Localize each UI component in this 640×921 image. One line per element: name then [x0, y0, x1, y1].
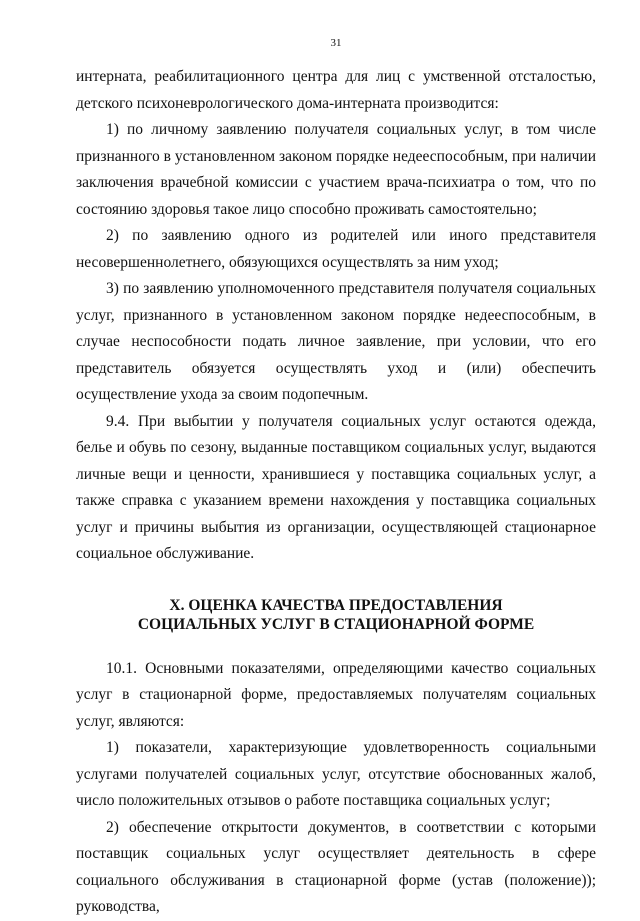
section-heading [76, 596, 596, 634]
page-number: 31 [330, 37, 342, 49]
paragraph-10-1-item-2: 2) обеспечение открытости документов, в соответствии с которыми поставщик социальных услуг осуществляет деятельность в сфере социального обслуживания в стационарной форме (устав (положение)); руководства, [76, 818, 596, 915]
paragraph-9-4: 9.4. При выбытии у получателя социальных услуг остаются одежда, белье и обувь по сезону, выданные поставщиком социальных услуг, выдаются личные вещи и ценности, хранившиеся у поставщика социальных услуг, а также справка с указанием времени нахождения у поставщика социальных услуг и причины выбытия из организации, осуществляющей стационарное социальное обслуживание. [76, 412, 596, 562]
paragraph-item-3: 3) по заявлению уполномоченного представителя получателя социальных услуг, признанного в установленном законом порядке недееспособным, в случае неспособности подать личное заявление, при условии, что его представитель обязуется осуществлять уход и (или) обеспечить осуществление ухода за своим подопечным. [76, 280, 596, 403]
section-heading-line-2: СОЦИАЛЬНЫХ УСЛУГ В СТАЦИОНАРНОЙ ФОРМЕ [137, 615, 535, 633]
paragraph-item-2: 2) по заявлению одного из родителей или иного представителя несовершеннолетнего, обязующихся осуществлять за ним уход; [76, 227, 596, 271]
paragraph-item-1: 1) по личному заявлению получателя социальных услуг, в том числе признанного в установленном законом порядке недееспособным, при наличии заключения врачебной комиссии с участием врача-психиатра о том, что по состоянию здоровья такое лицо способно проживать самостоятельно; [76, 121, 596, 218]
paragraph-10-1-item-1: 1) показатели, характеризующие удовлетворенность социальными услугами получателей социальных услуг, отсутствие обоснованных жалоб, число положительных отзывов о работе поставщика социальных услуг; [76, 739, 596, 809]
section-heading-line-1: X. ОЦЕНКА КАЧЕСТВА ПРЕДОСТАВЛЕНИЯ [169, 596, 503, 614]
document-page [76, 36, 596, 921]
paragraph-continuation: интерната, реабилитационного центра для лиц с умственной отсталостью, детского психоневрологического дома-интерната производится: [76, 68, 596, 112]
paragraph-10-1: 10.1. Основными показателями, определяющими качество социальных услуг в стационарной форме, предоставляемых получателям социальных услуг, являются: [76, 659, 596, 730]
